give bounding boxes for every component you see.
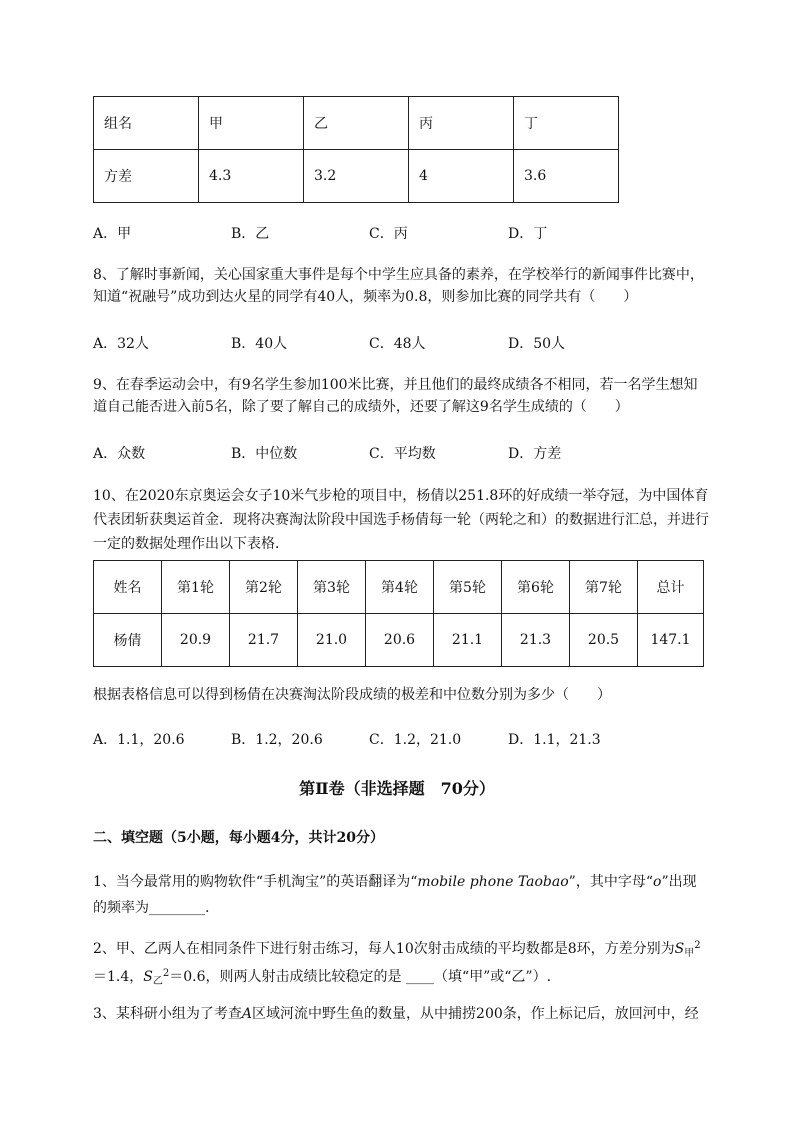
table-cell: 21.0	[298, 614, 366, 667]
table-cell: 3.2	[304, 150, 409, 203]
italic-letter: o	[653, 874, 662, 890]
table-cell: 第2轮	[230, 561, 298, 614]
text-fragment: 1、当今最常用的购物软件“手机淘宝”的英语翻译为“	[93, 874, 418, 890]
question-text: 知道“祝融号”成功到达火星的同学有40人，频率为0.8，则参加比赛的同学共有（ ）	[93, 289, 638, 305]
option-a: A．众数	[93, 446, 146, 462]
fill-question-3	[93, 1003, 743, 1025]
table-cell: 147.1	[638, 614, 704, 667]
question-text	[93, 1003, 743, 1025]
table-cell: 第7轮	[570, 561, 638, 614]
text-fragment: ”，其中字母“	[568, 874, 653, 890]
option-a: A．甲	[93, 226, 132, 242]
text-fragment: 区域河流中野生鱼的数量，从中捕捞200条，作上标记后，放回河中，经	[252, 1006, 699, 1022]
question-10-prompt	[93, 684, 743, 706]
table-cell: 第5轮	[434, 561, 502, 614]
math-symbol: S	[143, 969, 153, 985]
question-text: 代表团斩获奥运首金．现将决赛淘汰阶段中国选手杨倩每一轮（两轮之和）的数据进行汇总，并进行	[93, 512, 709, 528]
option-b: B．中位数	[231, 446, 298, 462]
table-cell: 丁	[514, 97, 619, 150]
part-title: 第Ⅱ卷（非选择题 70分）	[299, 779, 495, 798]
question-text	[93, 936, 743, 964]
question-text: 10、在2020东京奥运会女子10米气步枪的项目中，杨倩以251.8环的好成绩一举夺冠，为中国体育	[93, 488, 709, 504]
table-cell: 乙	[304, 97, 409, 150]
question-text: 根据表格信息可以得到杨倩在决赛淘汰阶段成绩的极差和中位数分别为多少（ ）	[93, 687, 611, 703]
question-text: 的频率为________.	[93, 900, 210, 916]
table-cell: 21.7	[230, 614, 298, 667]
question-text: 一定的数据处理作出以下表格．	[93, 536, 289, 552]
italic-text: mobile phone Taobao	[417, 874, 569, 890]
table-cell: 丙	[409, 97, 514, 150]
question-9	[93, 374, 743, 418]
text-fragment: ”出现	[661, 874, 697, 890]
table-cell: 20.9	[162, 614, 230, 667]
option-c: C．1.2，21.0	[369, 732, 462, 748]
table-cell: 方差	[94, 150, 199, 203]
table-cell: 甲	[199, 97, 304, 150]
table-cell: 组名	[94, 97, 199, 150]
table-cell: 20.5	[570, 614, 638, 667]
option-c: C．丙	[369, 226, 408, 242]
table-cell: 20.6	[366, 614, 434, 667]
option-a: A．1.1，20.6	[93, 732, 185, 748]
table-cell: 21.1	[434, 614, 502, 667]
section-title: 二、填空题（5小题，每小题4分，共计20分）	[93, 830, 384, 846]
option-d: D．1.1，21.3	[508, 732, 601, 748]
table-row	[94, 150, 619, 203]
question-text: 道自己能否进入前5名，除了要了解自己的成绩外，还要了解这9名学生成绩的（ ）	[93, 399, 629, 415]
option-c: C．平均数	[369, 446, 436, 462]
question-text	[93, 869, 743, 895]
table-cell: 21.3	[502, 614, 570, 667]
superscript: 2	[162, 968, 170, 979]
question-text	[93, 964, 743, 992]
text-fragment: 2、甲、乙两人在相同条件下进行射击练习，每人10次射击成绩的平均数都是8环，方差分别为	[93, 941, 675, 957]
score-table	[93, 560, 704, 667]
fill-question-1	[93, 869, 743, 921]
option-a: A．32人	[93, 336, 149, 352]
subscript: 甲	[684, 948, 695, 959]
table-cell: 第4轮	[366, 561, 434, 614]
option-b: B．乙	[231, 226, 270, 242]
table-cell: 4	[409, 150, 514, 203]
variance-table	[93, 96, 619, 203]
table-cell: 第6轮	[502, 561, 570, 614]
option-d: D．50人	[508, 336, 566, 352]
table-row	[94, 614, 704, 667]
table-header-row	[94, 97, 619, 150]
text-fragment: ＝1.4，	[93, 969, 144, 985]
table-cell: 总计	[638, 561, 704, 614]
option-c: C．48人	[369, 336, 426, 352]
table-header-row	[94, 561, 704, 614]
question-text: 9、在春季运动会中，有9名学生参加100米比赛，并且他们的最终成绩各不相同，若一名学生想知	[93, 377, 698, 393]
option-d: D．丁	[508, 226, 548, 242]
table-cell: 杨倩	[94, 614, 162, 667]
option-d: D．方差	[508, 446, 562, 462]
table-cell: 4.3	[199, 150, 304, 203]
option-b: B．40人	[231, 336, 288, 352]
question-8	[93, 264, 743, 308]
question-text: 8、了解时事新闻，关心国家重大事件是每个中学生应具备的素养，在学校举行的新闻事件比赛中，	[93, 267, 704, 283]
table-cell: 第1轮	[162, 561, 230, 614]
superscript: 2	[694, 940, 701, 951]
fill-question-2	[93, 936, 743, 992]
table-cell: 姓名	[94, 561, 162, 614]
text-fragment: 3、某科研小组为了考查	[93, 1006, 242, 1022]
italic-letter: A	[241, 1006, 253, 1022]
subscript: 乙	[152, 976, 163, 987]
math-symbol: S	[674, 941, 685, 957]
table-cell: 第3轮	[298, 561, 366, 614]
question-10	[93, 484, 743, 556]
table-cell: 3.6	[514, 150, 619, 203]
option-b: B．1.2，20.6	[231, 732, 323, 748]
text-fragment: ＝0.6，则两人射击成绩比较稳定的是 ____（填“甲”或“乙”）.	[169, 969, 552, 985]
